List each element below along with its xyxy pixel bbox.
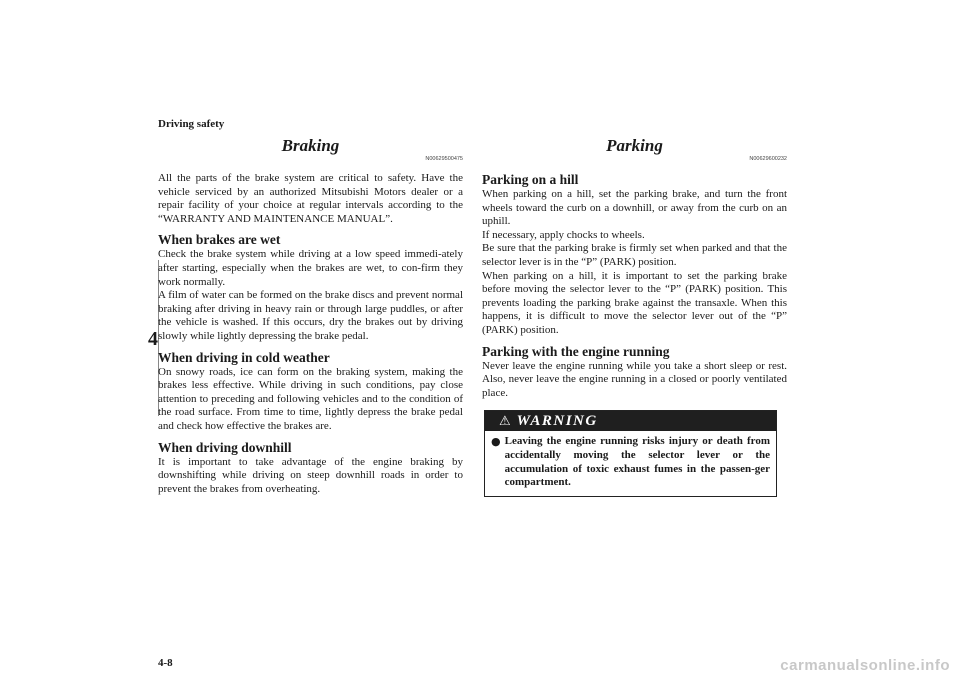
engine-running-heading: Parking with the engine running [482, 343, 670, 359]
warning-body [485, 431, 776, 495]
bullet-icon: ● [491, 435, 501, 449]
cold-weather-paragraph: On snowy roads, ice can form on the braking system, making the brakes less effective. While driving in such conditions, pay close attention to preceding and following vehicles and to the condition of the road surface. From time to time, lightly depress the brake pedal and check how effective the brakes are. [158, 365, 463, 432]
downhill-paragraph: It is important to take advantage of the engine braking by downshifting while driving on steep downhill roads in order to prevent the brakes from overheating. [158, 455, 463, 495]
cold-weather-heading: When driving in cold weather [158, 349, 330, 365]
braking-title-row [158, 136, 463, 172]
parking-code: N00629600232 [749, 156, 787, 162]
warning-text: Leaving the engine running risks injury or death from accidentally moving the selector lever or the accumulation of toxic exhaust fumes in the passen-ger compartment. [504, 435, 770, 489]
parking-title-row [482, 136, 787, 172]
watermark-logo: carmanualsonline.info [780, 657, 950, 674]
hill-parking-paragraph-2: If necessary, apply chocks to wheels. [482, 228, 645, 241]
wet-brakes-heading: When brakes are wet [158, 232, 281, 248]
page-number: 4-8 [158, 657, 173, 669]
braking-column [158, 136, 463, 496]
engine-running-paragraph: Never leave the engine running while you take a short sleep or rest. Also, never leave the engine running in a closed or poorly ventilated place. [482, 359, 787, 399]
hill-parking-paragraph-1: When parking on a hill, set the parking brake, and turn the front wheels toward the curb on a downhill, or away from the curb on an uphill. [482, 188, 787, 228]
section-header: Driving safety [158, 118, 225, 130]
chapter-tab: 4 [148, 328, 158, 350]
warning-header [485, 411, 776, 431]
braking-code: N00629500475 [425, 156, 463, 162]
warning-triangle-icon: ⚠ [499, 413, 511, 429]
wet-brakes-paragraph-1: Check the brake system while driving at a low speed immedi-ately after starting, especially when the brakes are wet, to con-firm they work normally. [158, 248, 463, 288]
downhill-heading: When driving downhill [158, 439, 292, 455]
warning-title: WARNING [516, 412, 598, 429]
warning-box [484, 410, 777, 496]
hill-parking-paragraph-3: Be sure that the parking brake is firmly set when parked and that the selector lever is in the “P” (PARK) position. [482, 242, 787, 268]
braking-intro: All the parts of the brake system are critical to safety. Have the vehicle serviced by an authorized Mitsubishi Motors dealer or a repair facility of your choice at regular intervals according to the “WARRANTY AND MAINTENANCE MANUAL”. [158, 172, 463, 225]
wet-brakes-paragraph-2: A film of water can be formed on the brake discs and prevent normal braking after driving in heavy rain or through large puddles, or after the vehicle is washed. If this occurs, dry the brakes out by driving slowly while lightly depressing the brake pedal. [158, 289, 463, 342]
parking-column [482, 136, 787, 497]
braking-title: Braking [281, 136, 340, 155]
hill-parking-paragraph-4: When parking on a hill, it is important to set the parking brake before moving the selector lever to the “P” (PARK) position. This prevents loading the parking brake against the transaxle. When this happens, it is difficult to move the selector lever out of the “P” (PARK) position. [482, 269, 787, 336]
hill-parking-heading: Parking on a hill [482, 172, 579, 187]
parking-title: Parking [606, 136, 663, 155]
